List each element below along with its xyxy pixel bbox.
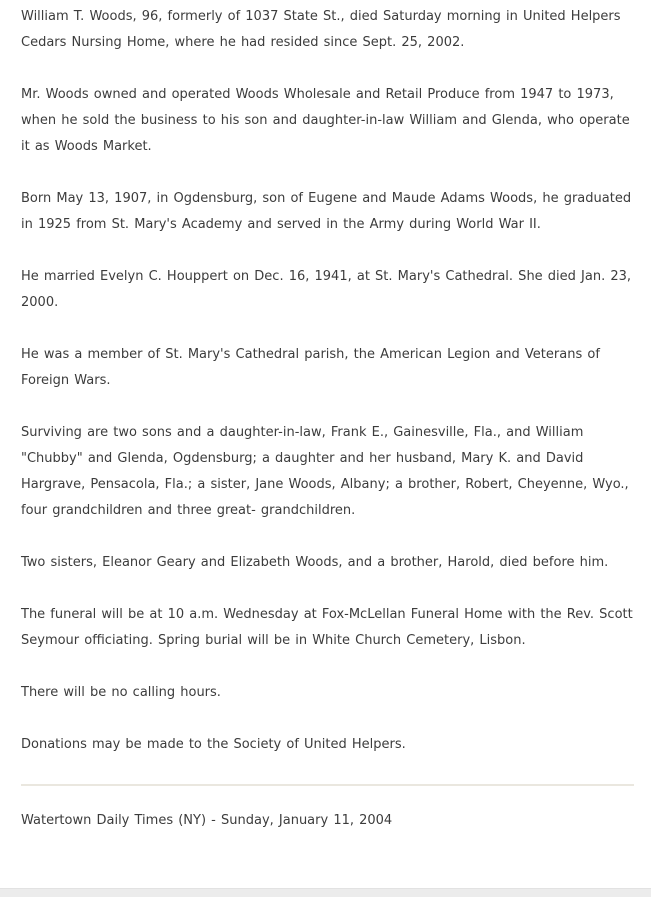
obituary-paragraph-birth: Born May 13, 1907, in Ogdensburg, son of Eugene and Maude Adams Woods, he graduated in 1925 from St. Mary's Academy and served in the Army during World War II.: [21, 191, 632, 232]
obituary-paragraph-survivors: Surviving are two sons and a daughter-in-law, Frank E., Gainesville, Fla., and William "Chubby" and Glenda, Ogdensburg; a daughter and her husband, Mary K. and David Hargrave, Pensacola, Fla.; a sister, Jane Woods, Albany; a brother, Robert, Cheyenne, Wyo., four grandchildren and three great- grandchildren.: [21, 425, 629, 518]
obituary-paragraph-intro: William T. Woods, 96, formerly of 1037 State St., died Saturday morning in United Helpers Cedars Nursing Home, where he had resided since Sept. 25, 2002.: [21, 9, 621, 50]
obituary-paragraph-calling-hours: There will be no calling hours.: [21, 685, 221, 700]
obituary-paragraph-donations: Donations may be made to the Society of United Helpers.: [21, 737, 406, 752]
source-line: Watertown Daily Times (NY) - Sunday, January 11, 2004: [21, 813, 393, 828]
obituary-paragraph-memberships: He was a member of St. Mary's Cathedral parish, the American Legion and Veterans of Foreign Wars.: [21, 347, 600, 388]
obituary-paragraph-business: Mr. Woods owned and operated Woods Wholesale and Retail Produce from 1947 to 1973, when he sold the business to his son and daughter-in-law William and Glenda, who operate it as Woods Market.: [21, 87, 630, 154]
divider: [21, 784, 634, 786]
obituary-paragraph-funeral: The funeral will be at 10 a.m. Wednesday at Fox-McLellan Funeral Home with the Rev. Scott Seymour officiating. Spring burial will be in White Church Cemetery, Lisbon.: [21, 607, 633, 648]
obituary-paragraph-marriage: He married Evelyn C. Houppert on Dec. 16, 1941, at St. Mary's Cathedral. She died Jan. 23, 2000.: [21, 269, 632, 310]
obituary-paragraph-predeceased: Two sisters, Eleanor Geary and Elizabeth Woods, and a brother, Harold, died before him.: [21, 555, 609, 570]
bottom-strip: [0, 888, 651, 897]
